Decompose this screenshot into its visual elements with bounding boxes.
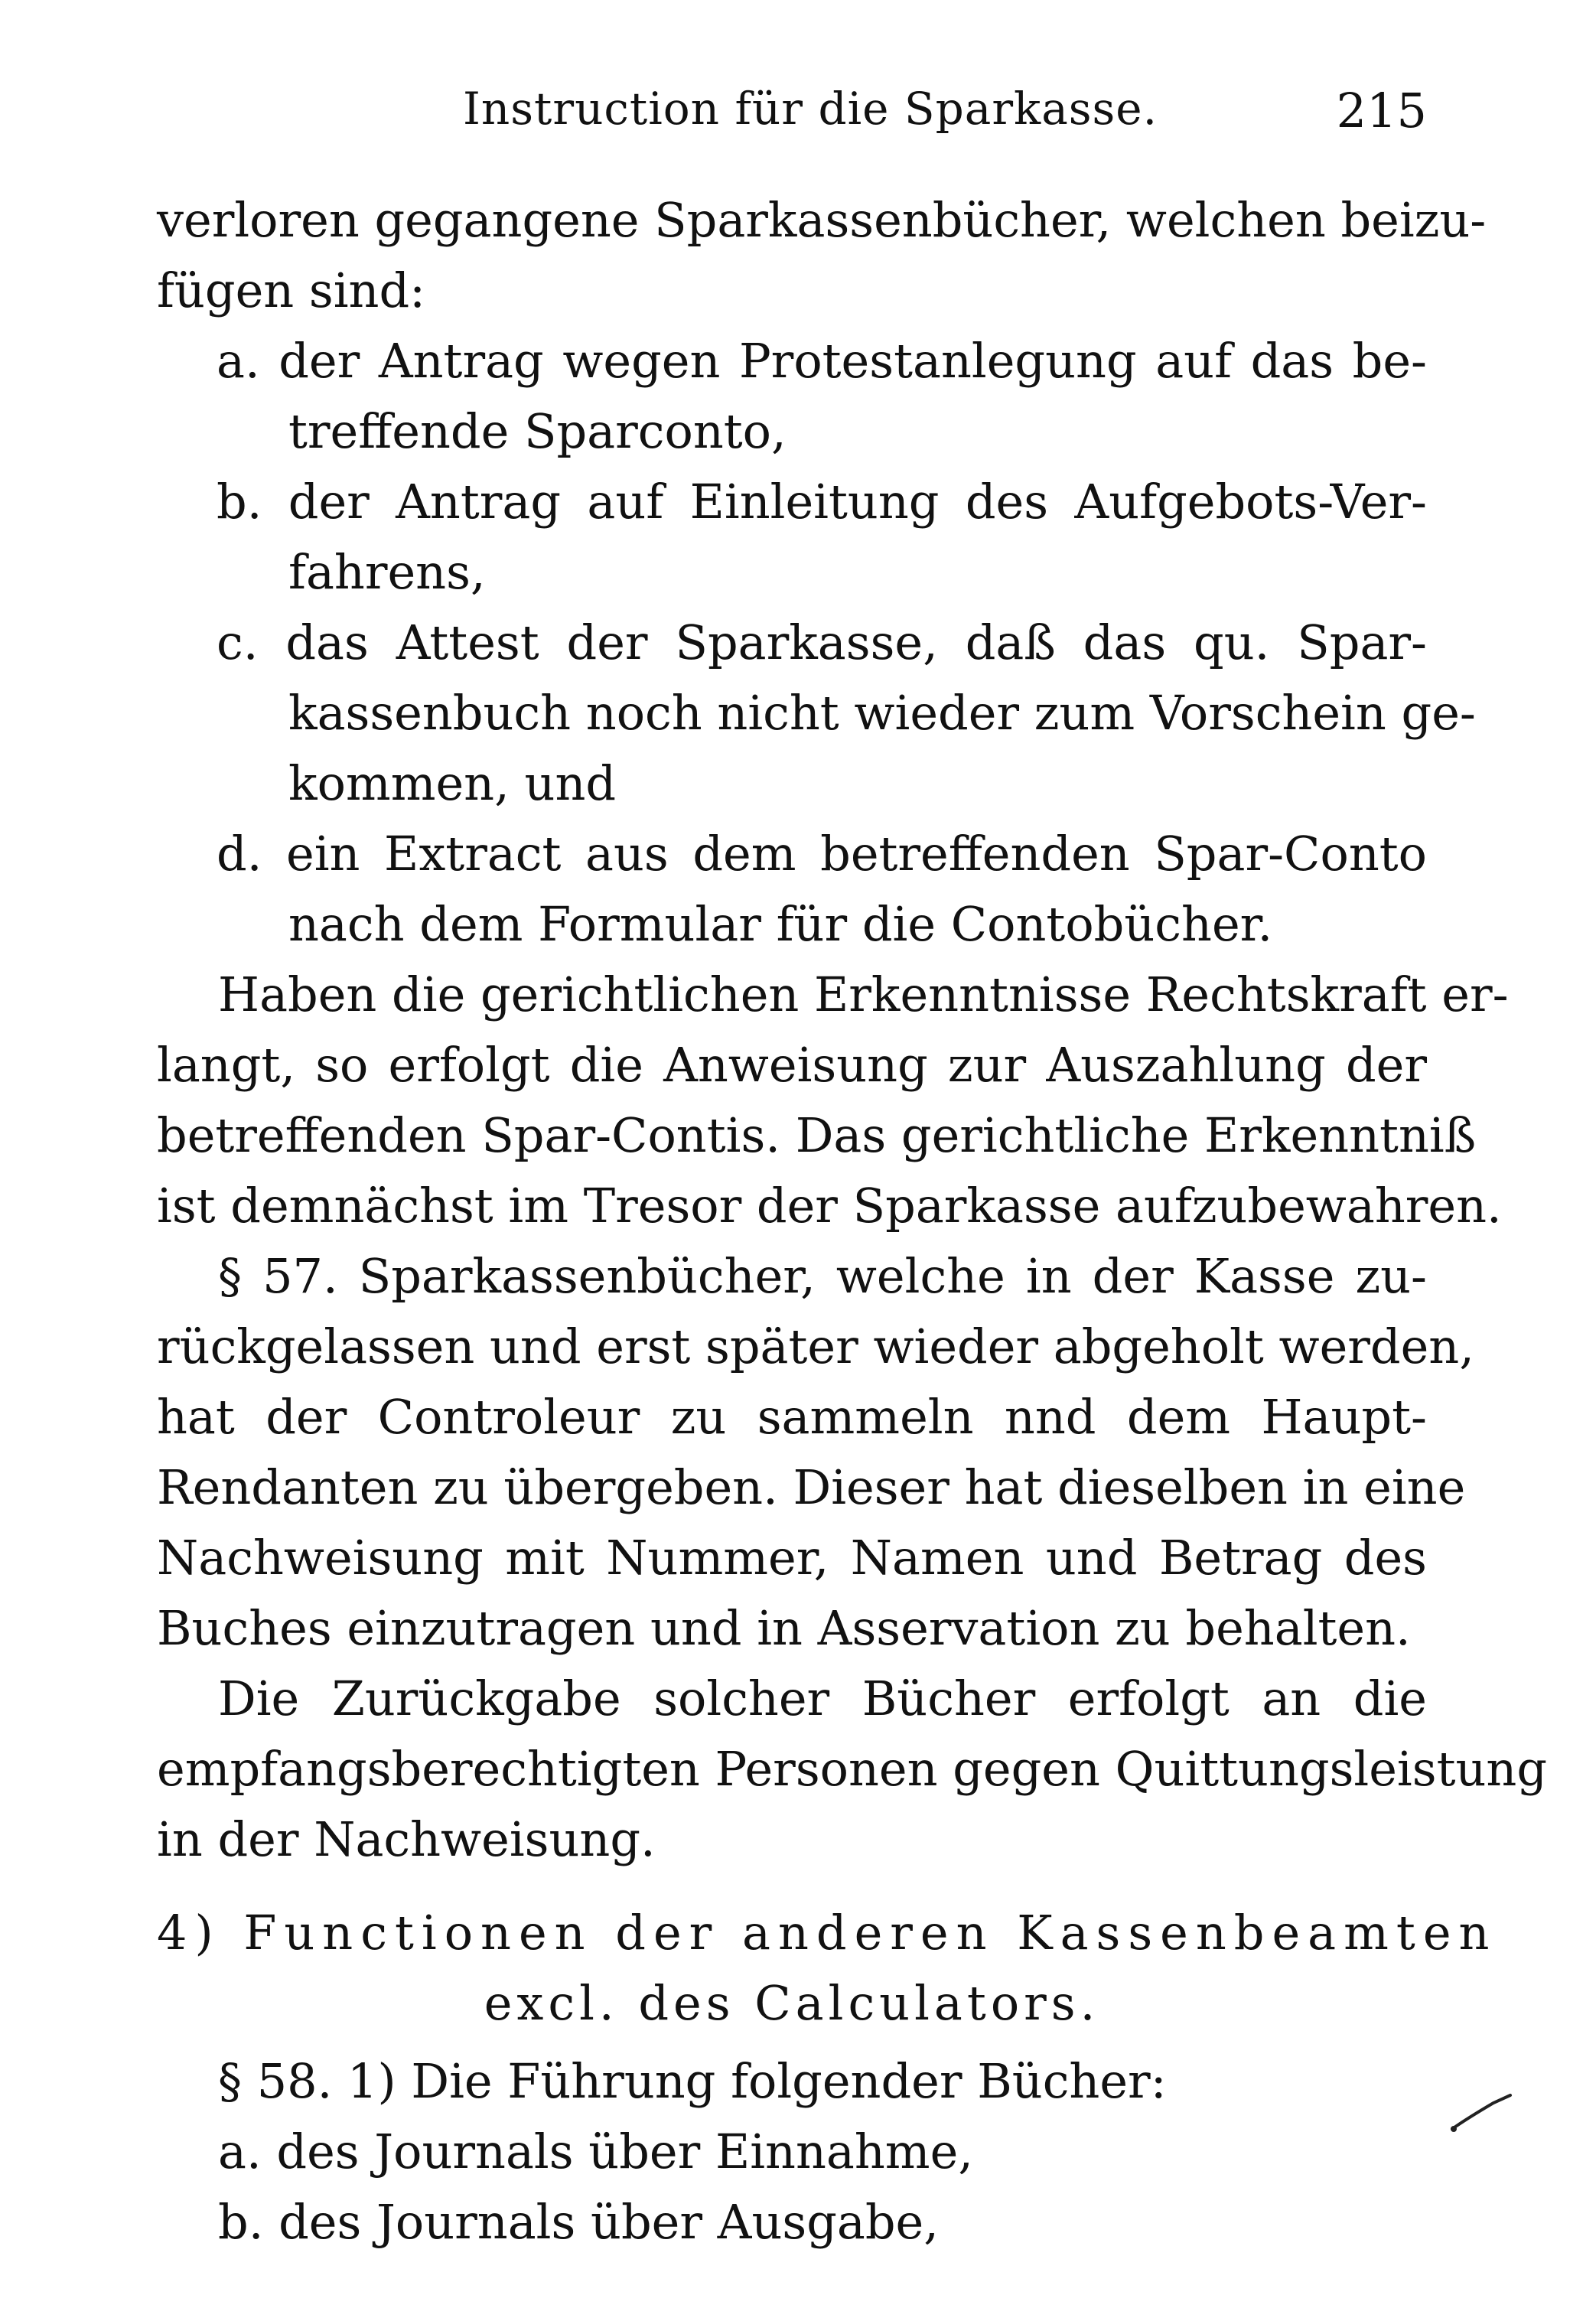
list-item-a: a. des Journals über Einnahme,: [218, 2124, 973, 2179]
paragraph-line: Die Zurückgabe solcher Bücher erfolgt an die: [218, 1671, 1427, 1726]
list-item-b: b. der Antrag auf Einleitung des Aufgebots-Ver-: [217, 474, 1427, 530]
paragraph-line: Haben die gerichtlichen Erkenntnisse Rechtskraft er-: [218, 967, 1509, 1022]
paragraph-line: empfangsberechtigten Personen gegen Quittungsleistung: [157, 1741, 1548, 1797]
spacer: [157, 2039, 1427, 2046]
section-58-line: § 58. 1) Die Führung folgender Bücher:: [218, 2053, 1167, 2109]
section-57-line: § 57. Sparkassenbücher, welche in der Kasse zu-: [218, 1248, 1427, 1304]
ink-mark-icon: [1446, 2089, 1515, 2135]
list-item-c: c. das Attest der Sparkasse, daß das qu. Spar-: [217, 614, 1427, 670]
list-item-continuation: kommen, und: [288, 755, 617, 811]
page-header: [157, 83, 1427, 152]
list-item-continuation: kassenbuch noch nicht wieder zum Vorschein ge-: [288, 685, 1476, 741]
paragraph-line: langt, so erfolgt die Anweisung zur Auszahlung der: [157, 1037, 1427, 1093]
running-title: Instruction für die Sparkasse.: [463, 83, 1158, 135]
spacer: [157, 1875, 1427, 1898]
paragraph-line: rückgelassen und erst später wieder abgeholt werden,: [157, 1319, 1474, 1374]
paragraph-line: Rendanten zu übergeben. Dieser hat dieselben in eine: [157, 1459, 1466, 1515]
page-body: [157, 185, 1548, 2257]
page-number: 215: [1336, 83, 1427, 139]
text-line: fügen sind:: [157, 262, 426, 318]
text-line: verloren gegangene Sparkassenbücher, welchen beizu-: [157, 192, 1487, 248]
paragraph-line: ist demnächst im Tresor der Sparkasse aufzubewahren.: [157, 1178, 1502, 1234]
section-heading: 4) Functionen der anderen Kassenbeamten: [157, 1905, 1497, 1961]
paragraph-line: in der Nachweisung.: [157, 1811, 656, 1867]
list-item-a: a. der Antrag wegen Protestanlegung auf das be-: [217, 333, 1427, 389]
section-heading-continuation: excl. des Calculators.: [484, 1975, 1100, 2031]
paragraph-line: hat der Controleur zu sammeln nnd dem Haupt-: [157, 1389, 1427, 1445]
list-item-d: d. ein Extract aus dem betreffenden Spar-Conto: [217, 826, 1427, 882]
paragraph-line: Nachweisung mit Nummer, Namen und Betrag des: [157, 1530, 1427, 1586]
list-item-b: b. des Journals über Ausgabe,: [218, 2194, 939, 2250]
list-item-continuation: treffende Sparconto,: [288, 403, 787, 459]
list-item-continuation: fahrens,: [288, 544, 486, 600]
paragraph-line: Buches einzutragen und in Asservation zu behalten.: [157, 1600, 1411, 1656]
paragraph-line: betreffenden Spar-Contis. Das gerichtliche Erkenntniß: [157, 1107, 1477, 1163]
list-item-continuation: nach dem Formular für die Contobücher.: [288, 896, 1273, 952]
